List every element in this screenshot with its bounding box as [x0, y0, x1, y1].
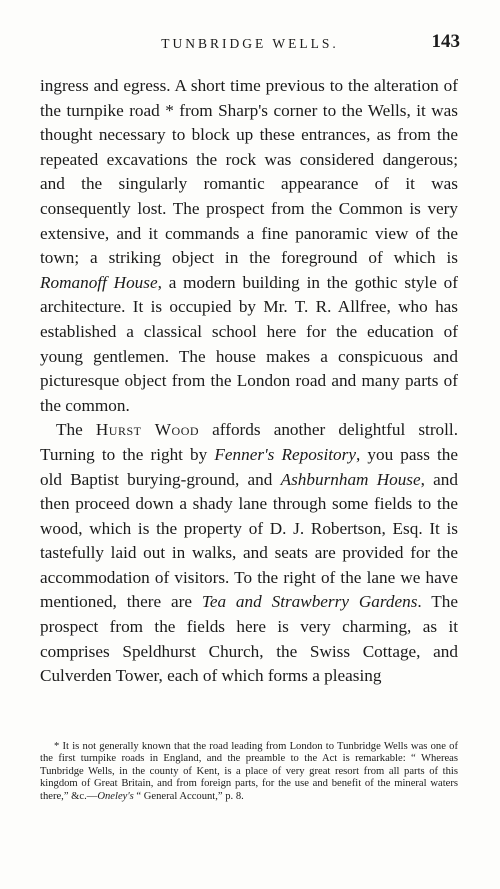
footnote-italic-source: Oneley's — [97, 790, 134, 802]
body-text — [40, 74, 458, 689]
paragraph-2 — [40, 418, 458, 689]
tea-gardens-italic: Tea and Strawberry Gardens — [201, 592, 418, 612]
paragraph-1 — [40, 74, 458, 418]
footnote — [40, 741, 458, 803]
footnote-paragraph — [40, 741, 458, 803]
footnote-text-b: “ General Account,” p. 8. — [133, 790, 244, 802]
paragraph-2-text-b: affords another delightful stroll. Turning to the right by — [40, 420, 458, 464]
running-head: TUNBRIDGE WELLS. — [161, 36, 339, 51]
paragraph-1-text-b: , a modern building in the gothic style of architecture. It is occupied by Mr. T. R. Allfree, who has established a classical school here for the education of young gentlemen. The house makes a conspicuous and picturesque object from the London road and many parts of the common. — [40, 272, 458, 415]
ashburnham-house-italic: Ashburnham House — [280, 469, 421, 489]
footnote-text-a: * It is not generally known that the road leading from London to Tunbridge Wells was one of the first turnpike roads in England, and the preamble to the Act is remarkable: “ Whereas Tunbridge Wells, in the county of Kent, is a place of very great resort from all parts of this kingdom of Great Britain, and from foreign parts, for the use and benefit of the mineral waters there,” &c.— — [40, 741, 458, 802]
paragraph-2-text-e: . The prospect from the fields here is very charming, as it comprises Speldhurst Church, the Swiss Cottage, and Culverden Tower, each of which forms a pleasing — [40, 592, 458, 686]
page-header — [40, 31, 460, 56]
paragraph-2-text-c: , you pass the old Baptist burying-ground, and — [40, 444, 458, 489]
paragraph-2-text-d: , and then proceed down a shady lane through some fields to the wood, which is the property of D. J. Robertson, Esq. It is tastefully laid out in walks, and seats are provided for the accommodation of visitors. To the right of the lane we have mentioned, there are — [40, 469, 458, 612]
page-number: 143 — [431, 31, 460, 52]
romanoff-house-italic: Romanoff House — [40, 272, 158, 292]
paragraph-2-text-a: The — [56, 420, 96, 440]
hurst-wood-smallcaps: Hurst Wood — [95, 420, 200, 440]
fenners-repository-italic: Fenner's Repository — [214, 444, 356, 464]
paragraph-1-text-a: ingress and egress. A short time previous to the alteration of the turnpike road * from Sharp's corner to the Wells, it was thought necessary to block up these entrances, as from the repeated excavations the rock was considered dangerous; and the singularly romantic appearance of it was consequently lost. The prospect from the Common is very extensive, and it commands a fine panoramic view of the town; a striking object in the foreground of which is — [40, 76, 458, 268]
